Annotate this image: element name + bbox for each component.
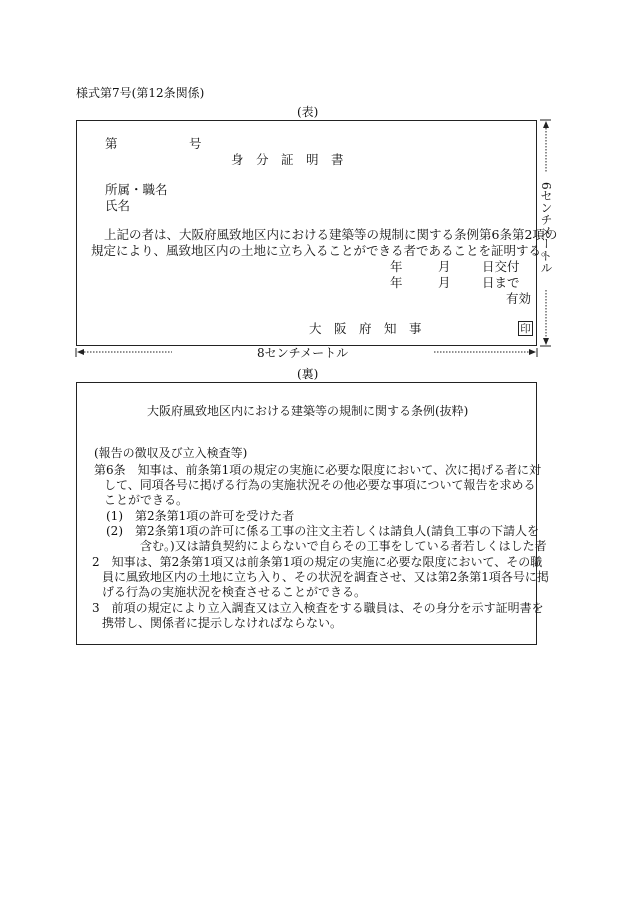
width-dimension-label: 8センチメートル — [257, 346, 349, 360]
article-line: ことができる。 — [104, 493, 189, 507]
ordinance-title: 大阪府風致地区内における建築等の規制に関する条例(抜粋) — [147, 404, 469, 418]
article-line: 員に風致地区内の土地に立ち入り、その状況を調査させ、又は第2条第1項各号に掲 — [102, 570, 549, 584]
issuer-label: 大 阪 府 知 事 — [309, 321, 422, 336]
valid-year: 年 — [390, 275, 403, 290]
affiliation-label: 所属・職名 — [105, 182, 168, 197]
seal-mark: 印 — [518, 321, 533, 336]
front-side-label: (表) — [297, 105, 319, 119]
name-label: 氏名 — [105, 198, 131, 213]
article-line: して、同項各号に掲げる行為の実施状況その他必要な事項について報告を求める — [104, 478, 536, 492]
back-card — [76, 382, 549, 645]
article-line: 携帯し、関係者に提示しなければならない。 — [102, 616, 343, 630]
body-line-2: 規定により、風致地区内の土地に立ち入ることができる者であることを証明する。 — [91, 243, 554, 258]
height-dimension-label: 6センチメートル — [539, 182, 553, 274]
section-heading: (報告の徴収及び立入検査等) — [94, 446, 248, 460]
article-line: 含む。)又は請負契約によらないで自らその工事をしている者若しくはした者 — [140, 539, 547, 553]
article-line: (2) 第2条第1項の許可に係る工事の注文主若しくは請負人(請負工事の下請人を — [106, 524, 539, 538]
form-number-label: 様式第7号(第12条関係) — [76, 86, 205, 100]
article-line: (1) 第2条第1項の許可を受けた者 — [106, 509, 295, 523]
article-line: 2 知事は、第2条第1項又は前条第1項の規定の実施に必要な限度において、その職 — [92, 555, 543, 569]
certificate-title: 身 分 証 明 書 — [231, 152, 344, 167]
valid-day: 日まで — [482, 275, 520, 290]
valid-label: 有効 — [506, 291, 532, 306]
issue-day: 日交付 — [482, 259, 520, 274]
body-line-1: 上記の者は、大阪府風致地区内における建築等の規制に関する条例第6条第2項の — [104, 227, 558, 242]
back-side-label: (裏) — [297, 367, 319, 381]
number-suffix: 号 — [189, 136, 202, 151]
number-prefix: 第 — [105, 136, 118, 151]
article-line: げる行為の実施状況を検査させることができる。 — [102, 585, 367, 599]
issue-year: 年 — [390, 259, 403, 274]
issue-month: 月 — [438, 259, 451, 274]
article-line: 3 前項の規定により立入調査又は立入検査をする職員は、その身分を示す証明書を — [92, 601, 544, 615]
valid-month: 月 — [438, 275, 451, 290]
article-line: 第6条 知事は、前条第1項の規定の実施に必要な限度において、次に掲げる者に対 — [94, 463, 542, 477]
